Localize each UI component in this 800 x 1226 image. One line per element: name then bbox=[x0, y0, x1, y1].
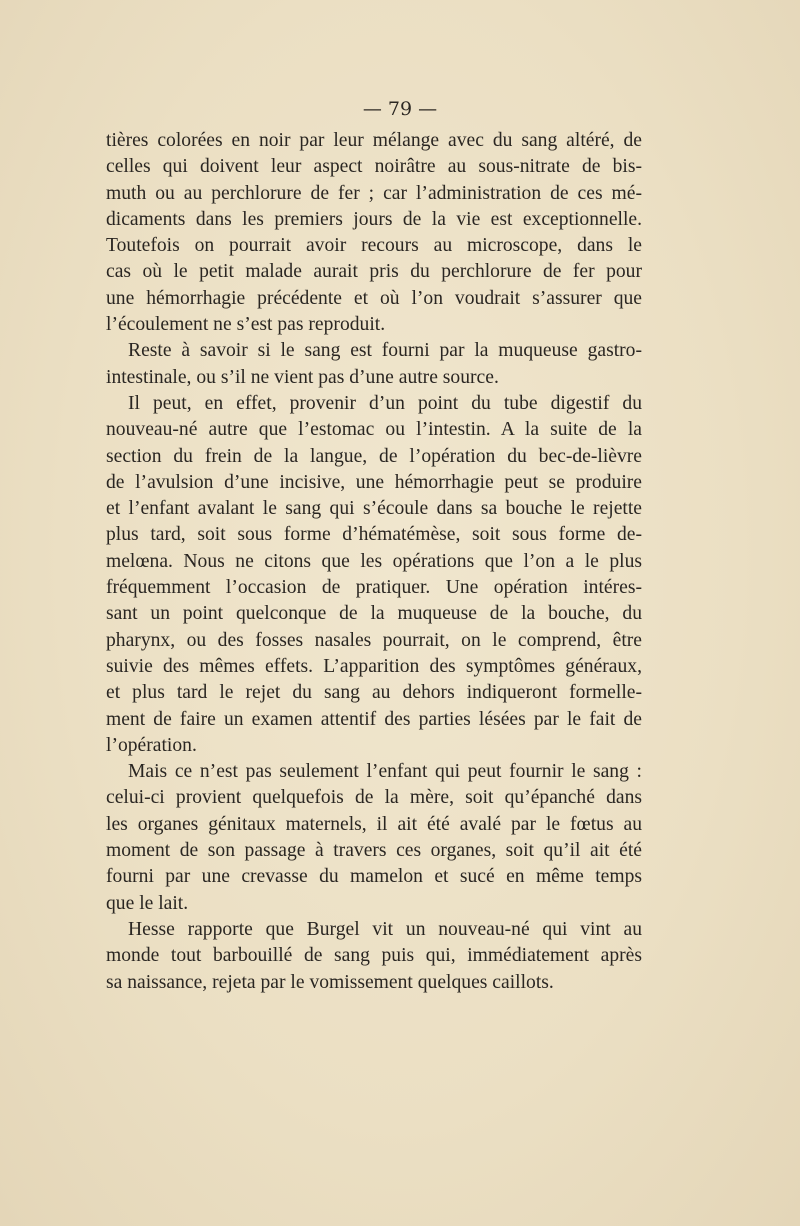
text-line: Mais ce n’est pas seulement l’enfant qui peut fournir le sang : bbox=[128, 761, 642, 783]
paragraph bbox=[106, 391, 642, 759]
text-line: ment de faire un examen attentif des parties lésées par le fait de bbox=[106, 708, 642, 730]
text-line: nouveau-né autre que l’estomac ou l’intestin. A la suite de la bbox=[106, 419, 642, 441]
paragraph bbox=[106, 759, 642, 917]
text-line: et plus tard le rejet du sang au dehors indiqueront formelle- bbox=[106, 682, 642, 704]
text-line: section du frein de la langue, de l’opération du bec-de-lièvre bbox=[106, 445, 642, 467]
text-line: l’opération. bbox=[106, 734, 197, 756]
text-line: de l’avulsion d’une incisive, une hémorrhagie peut se produire bbox=[106, 471, 642, 493]
paragraph bbox=[106, 338, 642, 391]
page-number: — 79 — bbox=[362, 98, 438, 120]
text-line: sa naissance, rejeta par le vomissement quelques caillots. bbox=[106, 971, 554, 993]
text-line: pharynx, ou des fosses nasales pourrait, on le comprend, être bbox=[106, 629, 642, 651]
text-line: dicaments dans les premiers jours de la vie est exceptionnelle. bbox=[106, 208, 642, 230]
text-line: Hesse rapporte que Burgel vit un nouveau-né qui vint au bbox=[128, 918, 642, 940]
text-line: fréquemment l’occasion de pratiquer. Une opération intéres- bbox=[106, 577, 642, 599]
text-line: suivie des mêmes effets. L’apparition des symptômes généraux, bbox=[106, 655, 642, 677]
text-line: melœna. Nous ne citons que les opérations que l’on a le plus bbox=[106, 550, 642, 572]
paragraph bbox=[106, 917, 642, 996]
text-line: une hémorrhagie précédente et où l’on voudrait s’assurer que bbox=[106, 287, 642, 309]
text-line: Il peut, en effet, provenir d’un point du tube digestif du bbox=[128, 392, 642, 414]
text-line: que le lait. bbox=[106, 892, 189, 914]
paragraph bbox=[106, 128, 642, 338]
text-line: monde tout barbouillé de sang puis qui, immédiatement après bbox=[106, 945, 642, 967]
text-line: tières colorées en noir par leur mélange avec du sang altéré, de bbox=[106, 130, 642, 151]
text-line: Reste à savoir si le sang est fourni par la muqueuse gastro- bbox=[128, 340, 642, 362]
text-line: et l’enfant avalant le sang qui s’écoule dans sa bouche le rejette bbox=[106, 498, 642, 520]
text-line: intestinale, ou s’il ne vient pas d’une autre source. bbox=[106, 366, 499, 388]
text-line: celles qui doivent leur aspect noirâtre au sous-nitrate de bis- bbox=[106, 156, 642, 178]
text-line: cas où le petit malade aurait pris du perchlorure de fer pour bbox=[106, 261, 642, 283]
text-line: les organes génitaux maternels, il ait été avalé par le fœtus au bbox=[106, 813, 642, 835]
body-text bbox=[106, 128, 642, 996]
text-line: muth ou au perchlorure de fer ; car l’administration de ces mé- bbox=[106, 182, 642, 204]
text-line: moment de son passage à travers ces organes, soit qu’il ait été bbox=[106, 840, 642, 862]
text-line: Toutefois on pourrait avoir recours au microscope, dans le bbox=[106, 235, 642, 257]
text-line: fourni par une crevasse du mamelon et sucé en même temps bbox=[106, 866, 642, 888]
text-line: celui-ci provient quelquefois de la mère, soit qu’épanché dans bbox=[106, 787, 642, 809]
text-line: plus tard, soit sous forme d’hématémèse, soit sous forme de- bbox=[106, 524, 642, 546]
text-line: sant un point quelconque de la muqueuse de la bouche, du bbox=[106, 603, 642, 625]
text-line: l’écoulement ne s’est pas reproduit. bbox=[106, 314, 386, 336]
